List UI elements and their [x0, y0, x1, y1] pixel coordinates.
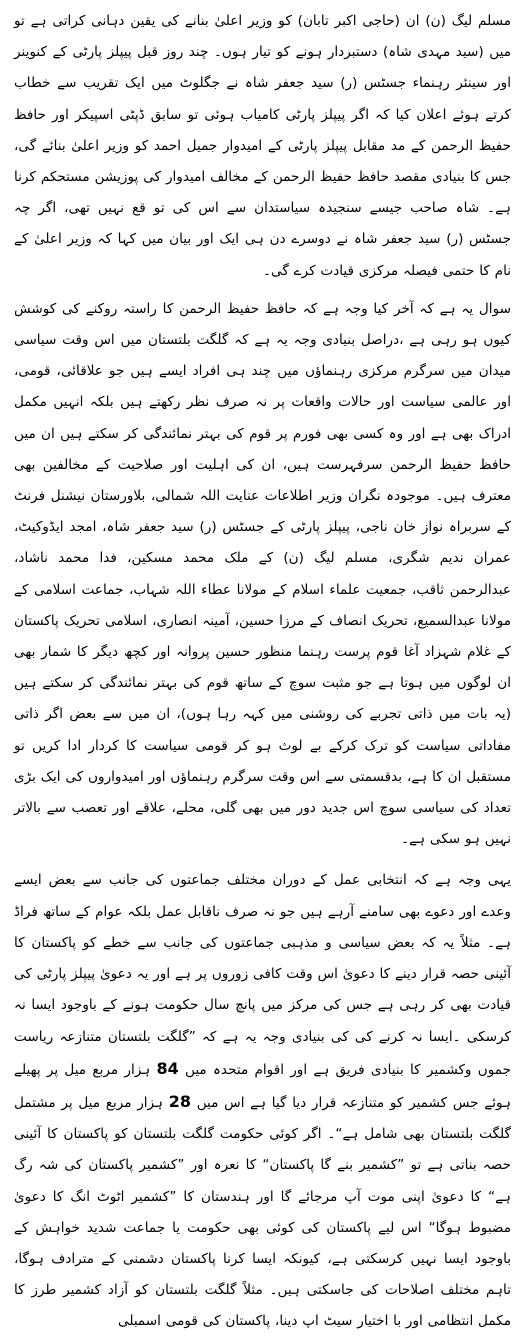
paragraph-3-text-b: ہزار مربع میل پر پھیلے ہوئے جس کشمیر کو متنازعہ قرار دیا گیا ہے اس میں [14, 1061, 511, 1111]
paragraph-3 [14, 865, 511, 1337]
paragraph-2: سوال یہ ہے کہ آخر کیا وجہ ہے کہ حافظ حفیظ الرحمن کا راستہ روکنے کی کوشش کیوں ہو رہی ہے ،دراصل بنیادی وجہ یہ ہے کہ گلگت بلتستان میں اس وقت سیاسی میدان میں سرگرم مرکزی رہنماؤں میں چند ہی افراد ایسے ہیں جو علاقائی، قومی، اور عالمی سیاست اور حالات واقعات پر نہ صرف نظر رکھتے ہیں بلکہ انہیں مکمل ادراک بھی ہے اور وہ کسی بھی فورم پر قوم کی بہتر نمائندگی کر سکتے ہیں ان میں حافظ حفیظ الرحمن سرفہرست ہیں، ان کی اہلیت اور صلاحیت کے مخالفین بھی معترف ہیں۔ موجودہ نگران وزیر اطلاعات عنایت اللہ شمالی، بلاورستان نیشنل فرنٹ کے سربراہ نواز خان ناجی، پیپلز پارٹی کے جسٹس (ر) سید جعفر شاہ، امجد ایڈوکیٹ، عمران ندیم شگری، مسلم لیگ (ن) کے ملک محمد مسکین، فدا محمد ناشاد، عبدالرحمن ثاقب، جمعیت علماء اسلام کے مولانا عطاء اللہ شہاب، جماعت اسلامی کے مولانا عبدالسمیع، تحریک انصاف کے مرزا حسین، آمینہ انصاری، اسلامی تحریک پاکستان کے غلام شہزاد آغا قوم پرست رہنما منظور حسین پروانہ اور کچھ دیگر کا شمار بھی ان لوگوں میں ہوتا ہے جو مثبت سوچ کے ساتھ قوم کی بہتر نمائندگی کر سکتے ہیں (یہ بات میں ذاتی تجربے کی روشنی میں کہہ رہا ہوں)، ان میں سے بعض اگر ذاتی مفاداتی سیاست کو ترک کرکے بے لوث ہو کر قومی سیاست کا کردار ادا کریں تو مستقبل ان کا ہے، بدقسمتی سے اس وقت سرگرم رہنماؤں اور امیدواروں کی ایک بڑی تعداد کی سیاسی سوچ اس جدید دور میں بھی گلی، محلے، علاقے اور تعصب سے بالاتر نہیں ہو سکی ہے۔ [14, 300, 511, 848]
paragraph-3-text-c: ہزار مربع میل پر مشتمل گلگت بلتستان بھی شامل ہے“۔ اگر کوئی حکومت گلگت بلتستان کو پاکستان کا آئینی حصہ بناتی ہے تو ”کشمیر بنے گا پاکستان“ کا نعرہ اور ”کشمیر پاکستان کی شہ رگ ہے“ کا دعویٰ اپنی موت آپ مرجائے گا اور ہندستان کا ”کشمیر اٹوٹ انگ کا دعویٰ مضبوط ہوگا“ اس لیے پاکستان کی کوئی بھی حکومت یا جماعت شدید خواہش کے باوجود ایسا نہیں کرسکتی ہے، کیونکہ ایسا کرنا پاکستان دشمنی کے مترادف ہوگا، تاہم مختلف اصلاحات کی جاسکتی ہیں۔ مثلاً گلگت بلتستان کو آزاد کشمیر طرز کا مکمل انتظامی اور با اختیار سیٹ اپ دینا، پاکستان کی قومی اسمبلی [14, 1094, 511, 1330]
number-84: 84 [156, 1058, 179, 1078]
number-28: 28 [168, 1091, 191, 1111]
paragraph-1: مسلم لیگ (ن) ان (حاجی اکبر تابان) کو وزیر اعلیٰ بنانے کی یقین دہانی کراتی ہے تو میں (سید مہدی شاہ) دستبردار ہونے کو تیار ہوں۔ چند روز قبل پیپلز پارٹی کے کنوینر اور سینئر رہنماء جسٹس (ر) سید جعفر شاہ نے جگلوٹ میں ایک تقریب سے خطاب کرتے ہوئے اعلان کیا کہ اگر پیپلز پارٹی کامیاب ہوئی تو سابق ڈپٹی اسپیکر اور حافظ حفیظ الرحمن کے مد مقابل پیپلز پارٹی کے امیدوار جمیل احمد کو وزیر اعلیٰ بنائے گی، جس کا بنیادی مقصد حافظ حفیظ الرحمن کے مخالف امیدوار کی پوزیشن مستحکم کرنا ہے۔ شاہ صاحب جیسے سنجیدہ سیاستدان سے اس کی تو قع نہیں تھی، اگر چہ جسٹس (ر) سید جعفر شاہ نے دوسرے دن ہی ایک اور بیان میں کہا کہ وزیر اعلیٰ کے نام کا حتمی فیصلہ مرکزی قیادت کرے گی۔ [14, 13, 511, 279]
paragraph-3-text-a: یہی وجہ ہے کہ انتخابی عمل کے دوران مختلف جماعتوں کی جانب سے بعض ایسے وعدے اور دعوے بھی سامنے آرہے ہیں جو نہ صرف ناقابل عمل بلکہ عوام کے ساتھ فراڈ ہے۔ مثلاً یہ کہ بعض سیاسی و مذہبی جماعتوں کی جانب سے خطے کو پاکستان کا آئینی حصہ قرار دینے کا دعویٰ اس وقت کافی زوروں پر ہے اور یہ دعویٰ پیپلز پارٹی کی قیادت بھی کر رہی ہے جس کی مرکز میں پانچ سال حکومت ہونے کے باوجود ایسا نہ کرسکی ۔ایسا نہ کرنے کی کی بنیادی وجہ یہ ہے کہ ”گلگت بلتستان متنازعہ ریاست جموں وکشمیر کا بنیادی فریق ہے اور اقوام متحدہ میں [14, 872, 512, 1078]
